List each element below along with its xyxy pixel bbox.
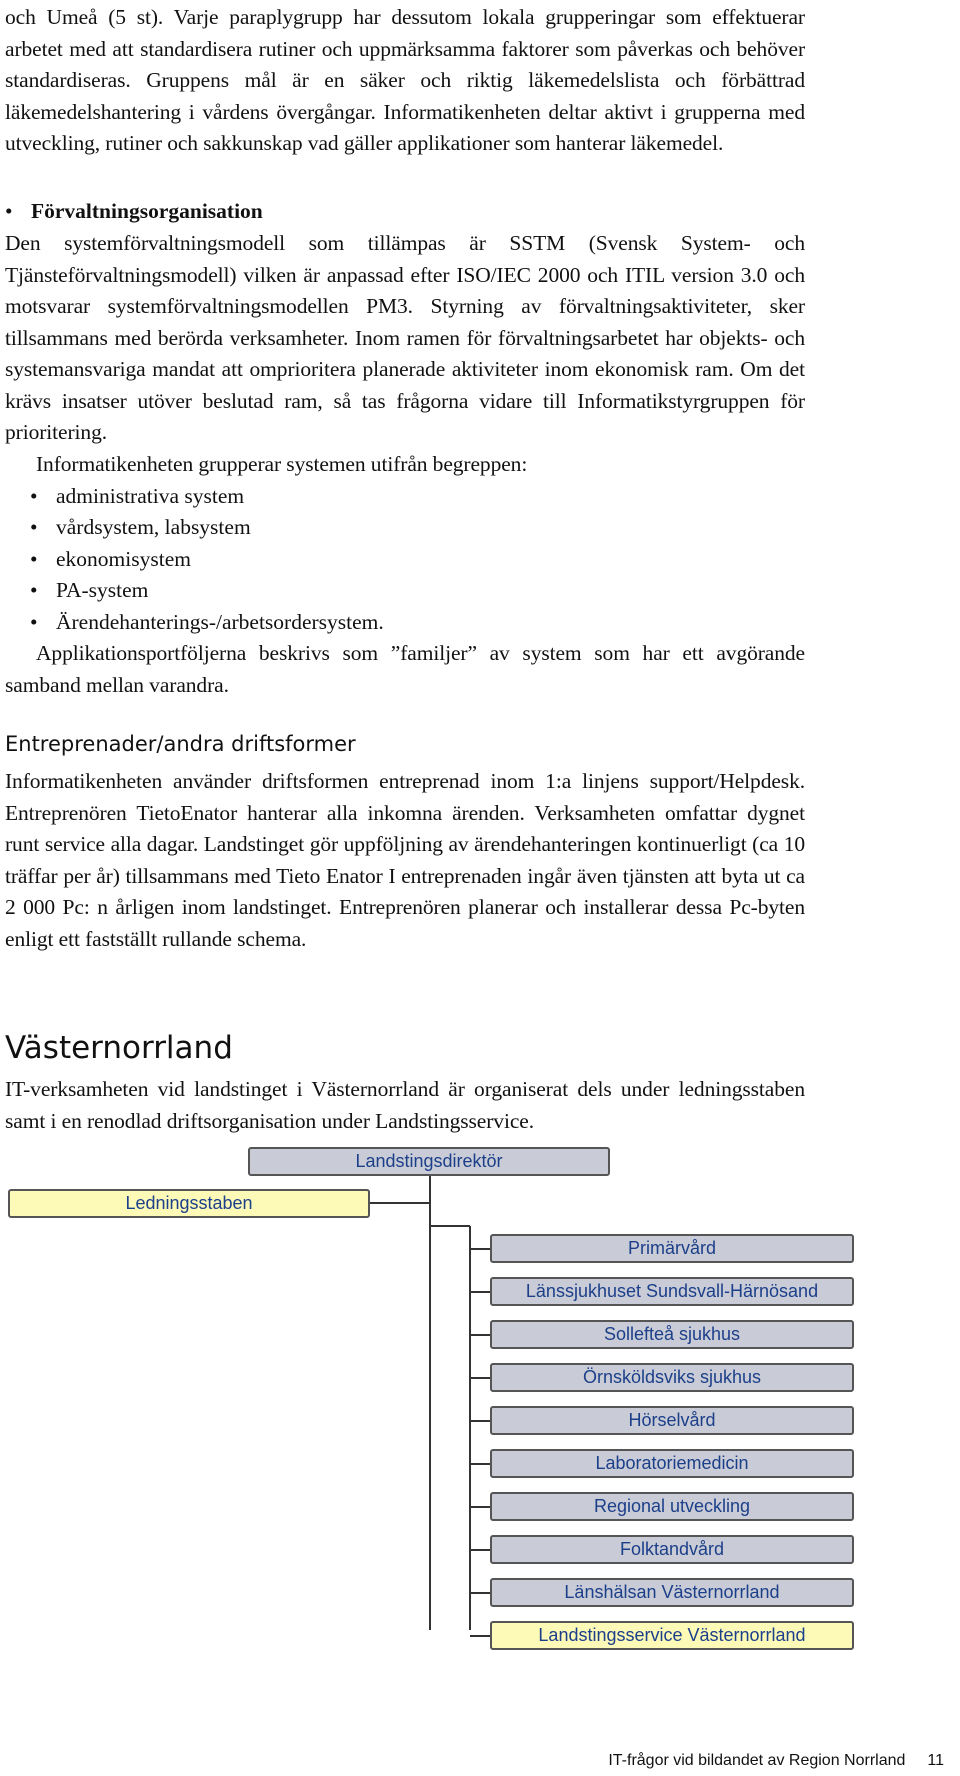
paragraph-intro: och Umeå (5 st). Varje paraplygrupp har dessutom lokala grupperingar som effektuerar arbetet med att standardisera rutiner och uppmärksamma faktorer som påverkas och behöver standardiseras. Gruppens mål är en säker och riktig läkemedelslista och förbättrad läkemedelshantering i vårdens övergångar. Informatikenheten deltar aktivt i grupperna med utveckling, rutiner och sakkunskap vad gäller applikationer som hanterar läkemedel.	[5, 5, 805, 155]
bullet-icon: •	[30, 484, 38, 508]
paragraph-grouping-intro: Informatikenheten grupperar systemen utifrån begreppen:	[36, 452, 528, 476]
list-item: • vårdsystem, labsystem	[30, 512, 830, 544]
bullet-heading-text: Förvaltningsorganisation	[31, 199, 263, 223]
org-box-unit: Örnsköldsviks sjukhus	[490, 1363, 854, 1392]
org-chart	[0, 1140, 960, 1660]
paragraph-vasternorrland: IT-verksamheten vid landstinget i Västernorrland är organiserat dels under ledningsstaben samt i en renodlad driftsorganisation under Landstingsservice.	[5, 1077, 805, 1133]
bullet-icon: •	[30, 578, 38, 602]
bullet-icon: •	[5, 199, 13, 223]
bullet-heading-forvaltning	[5, 196, 805, 228]
org-box-unit: Folktandvård	[490, 1535, 854, 1564]
list-item: • PA-system	[30, 575, 830, 607]
org-box-staff: Ledningsstaben	[8, 1189, 370, 1218]
org-box-unit: Regional utveckling	[490, 1492, 854, 1521]
bullet-icon: •	[30, 515, 38, 539]
paragraph-portfolio: Applikationsportföljerna beskrivs som ”familjer” av system som har ett avgörande samband mellan varandra.	[5, 641, 805, 697]
org-box-unit: Primärvård	[490, 1234, 854, 1263]
list-item: • ekonomisystem	[30, 544, 830, 576]
org-box-unit-highlighted: Landstingsservice Västernorrland	[490, 1621, 854, 1650]
page-footer	[608, 1752, 944, 1770]
org-box-unit: Länshälsan Västernorrland	[490, 1578, 854, 1607]
section-heading-vasternorrland: Västernorrland	[5, 1030, 233, 1066]
org-box-unit: Laboratoriemedicin	[490, 1449, 854, 1478]
org-box-unit: Länssjukhuset Sundsvall-Härnösand	[490, 1277, 854, 1306]
section-heading-entreprenader: Entreprenader/andra driftsformer	[5, 732, 356, 756]
footer-title: IT-frågor vid bildandet av Region Norrland	[608, 1752, 906, 1769]
list-item: • Ärendehanterings-/arbetsordersystem.	[30, 607, 830, 639]
org-box-root: Landstingsdirektör	[248, 1147, 610, 1176]
page-number: 11	[927, 1752, 944, 1769]
paragraph-entreprenader: Informatikenheten använder driftsformen entreprenad inom 1:a linjens support/Helpdesk. Entreprenören TietoEnator hanterar alla inkomna ärenden. Verksamheten omfattar dygnet runt service alla dagar. Landstinget gör uppföljning av ärendehanteringen kontinuerligt (ca 10 träffar per år) tillsammans med Tieto Enator I entreprenaden ingår även tjänsten att byta ut ca 2 000 Pc: n årligen inom landstinget. Entreprenören planerar och installerar dessa Pc-byten enligt ett fastställt rullande schema.	[5, 769, 805, 951]
bullet-icon: •	[30, 610, 38, 634]
org-box-unit: Sollefteå sjukhus	[490, 1320, 854, 1349]
org-box-unit: Hörselvård	[490, 1406, 854, 1435]
paragraph-forvaltning: Den systemförvaltningsmodell som tillämpas är SSTM (Svensk System- och Tjänsteförvaltningsmodell) vilken är anpassad efter ISO/IEC 2000 och ITIL version 3.0 och motsvarar systemförvaltningsmodellen PM3. Styrning av förvaltningsaktiviteter, sker tillsammans med berörda verksamheter. Inom ramen för förvaltningsarbetet har objekts- och systemansvariga mandat att omprioritera planerade aktiviteter inom ekonomisk ram. Om det krävs insatser utöver beslutad ram, så tas frågorna vidare till Informatikstyrgruppen för prioritering.	[5, 231, 805, 444]
bullet-icon: •	[30, 547, 38, 571]
list-item: • administrativa system	[30, 481, 830, 513]
